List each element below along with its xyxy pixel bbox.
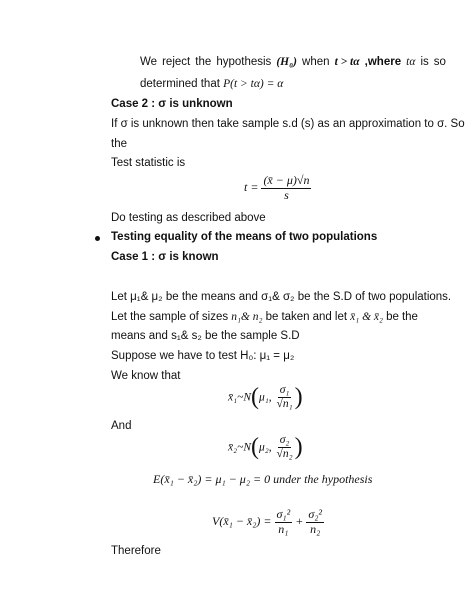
- para-line2: Let the sample of sizes n₁& n₂ be taken and let x̄₁ & x̄₂ be the: [111, 311, 418, 323]
- hypothesis-line-1: We reject the hypothesis (H₀) when t > tα ,where tα is so: [140, 56, 446, 68]
- bullet-icon: [95, 236, 100, 241]
- variance-formula: V(x̄₁ − x̄₂) = $\frac{\text{σ₁²}}{\text{n₁}}$ + $\frac{\text{σ₂²}}{\text{n₂}}$: [212, 507, 322, 536]
- expectation-formula: E(x̄₁ − x̄₂) = μ₁ − μ₂ = 0 under the hypothesis: [153, 472, 373, 486]
- test-statistic-label: Test statistic is: [111, 157, 186, 169]
- therefore-text: Therefore: [111, 545, 161, 557]
- para-line3: means and s₁& s₂ be the sample S.D: [111, 330, 300, 342]
- hypothesis-line-2: determined that P(t > tα) = α: [140, 78, 284, 90]
- para-line1: Let μ₁& μ₂ be the means and σ₁& σ₂ be the S.D of two populations.: [111, 291, 452, 303]
- distribution-2: x̄₂~N(μ₂, $\frac{\text{σ₂}}{\text{√n₂}}$ ): [228, 434, 303, 461]
- case2-text-line1: If σ is unknown then take sample s.d (s) as an approximation to σ. So: [111, 118, 465, 130]
- case1-heading: Case 1 : σ is known: [111, 251, 219, 263]
- do-testing-text: Do testing as described above: [111, 212, 266, 224]
- distribution-1: x̄₁~N(μ₁, $\frac{\text{σ₁}}{\text{√n₁}}$ ): [228, 384, 303, 411]
- case2-text-line2: the: [111, 138, 127, 150]
- suppose-text: Suppose we have to test H₀: μ₁ = μ₂: [111, 350, 295, 362]
- case2-heading: Case 2 : σ is unknown: [111, 98, 233, 110]
- we-know-text: We know that: [111, 370, 181, 382]
- t-statistic-formula: t = $\frac{(x̄ - \mu)√n}{s}$: [244, 173, 310, 202]
- and-text: And: [111, 420, 132, 432]
- section-heading: Testing equality of the means of two populations: [111, 231, 378, 243]
